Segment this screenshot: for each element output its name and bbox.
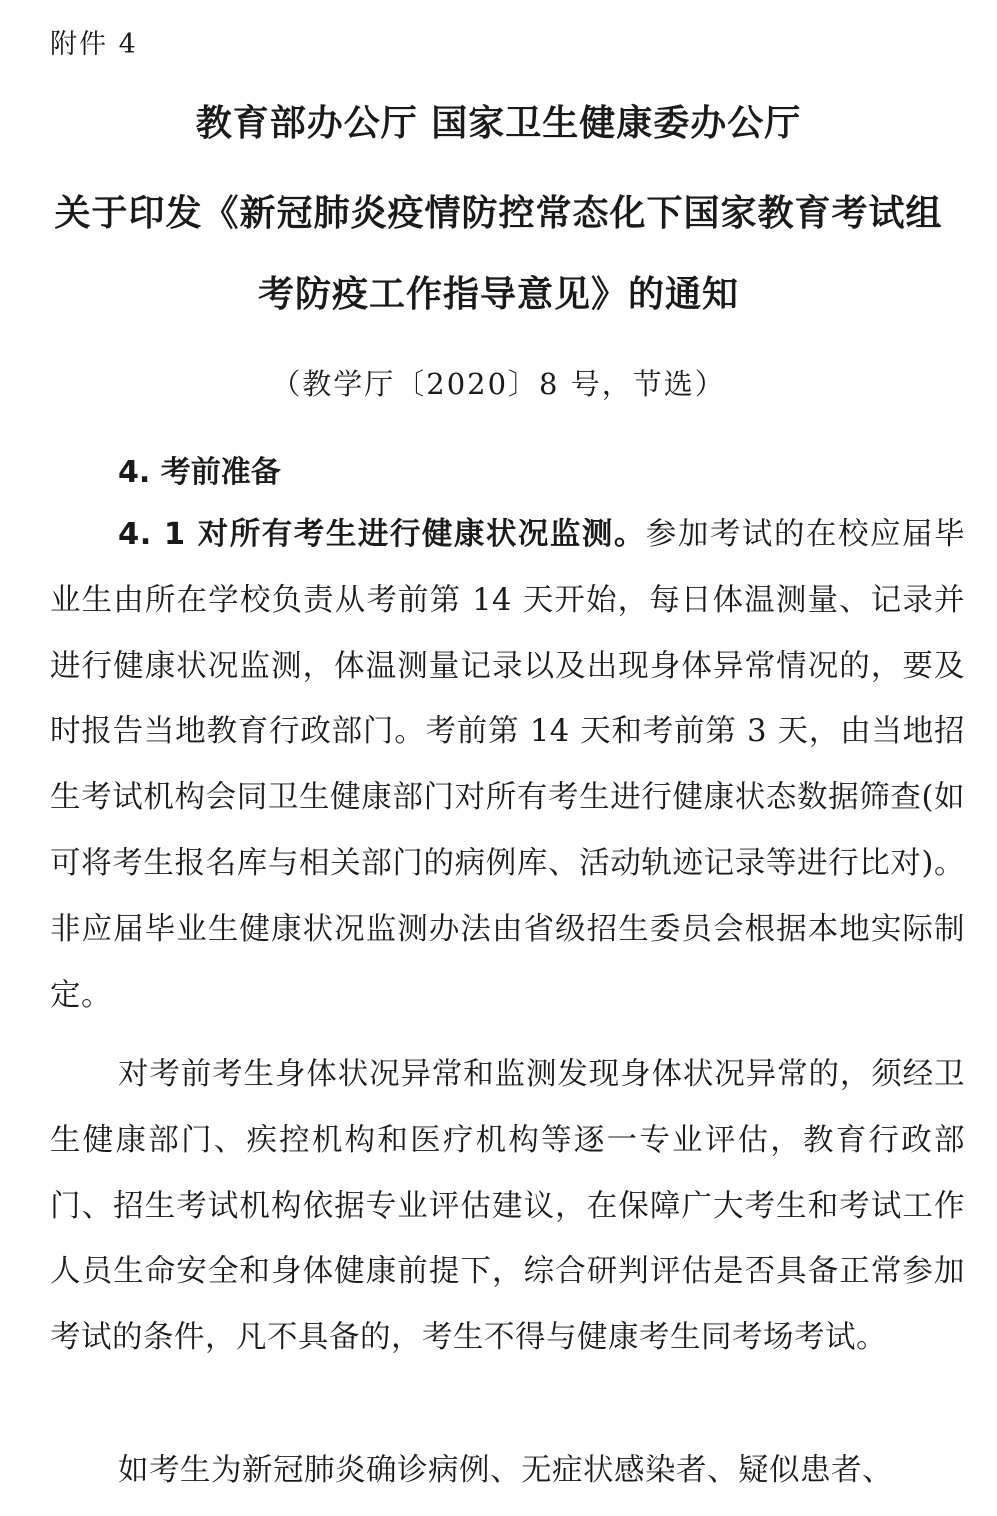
section-heading: 4. 考前准备 [118, 455, 281, 490]
title-line-1: 教育部办公厅 国家卫生健康委办公厅 [195, 103, 802, 144]
paragraph-1 [50, 502, 965, 1028]
paragraph-2: 对考前考生身体状况异常和监测发现身体状况异常的，须经卫生健康部门、疾控机构和医疗机构等逐一专业评估，教育行政部门、招生考试机构依据专业评估建议，在保障广大考生和考试工作人员生命安全和身体健康前提下，综合研判评估是否具备正常参加考试的条件，凡不具备的，考生不得与健康考生同考场考试。 [50, 1057, 965, 1356]
title-line-3: 考防疫工作指导意见》的通知 [257, 274, 739, 315]
paragraph-1-lead: 4. 1 对所有考生进行健康状况监测。 [118, 517, 646, 552]
paragraph-1-text: 参加考试的在校应届毕业生由所在学校负责从考前第 14 天开始，每日体温测量、记录并进行健康状况监测，体温测量记录以及出现身体异常情况的，要及时报告当地教育行政部门。考前第 14 天和考前第 3 天，由当地招生考试机构会同卫生健康部门对所有考生进行健康状态数据筛查(如可将考生报名库与相关部门的病例库、活动轨迹记录等进行比对)。非应届毕业生健康状况监测办法由省级招生委员会根据本地实际制定。 [50, 517, 965, 1013]
title-line-2: 关于印发《新冠肺炎疫情防控常态化下国家教育考试组 [54, 193, 943, 234]
document-number: （教学厅〔2020〕8 号，节选） [271, 367, 726, 401]
paragraph-3: 如考生为新冠肺炎确诊病例、无症状感染者、疑似患者、 [118, 1453, 893, 1488]
attachment-label: 附件 4 [50, 29, 138, 60]
